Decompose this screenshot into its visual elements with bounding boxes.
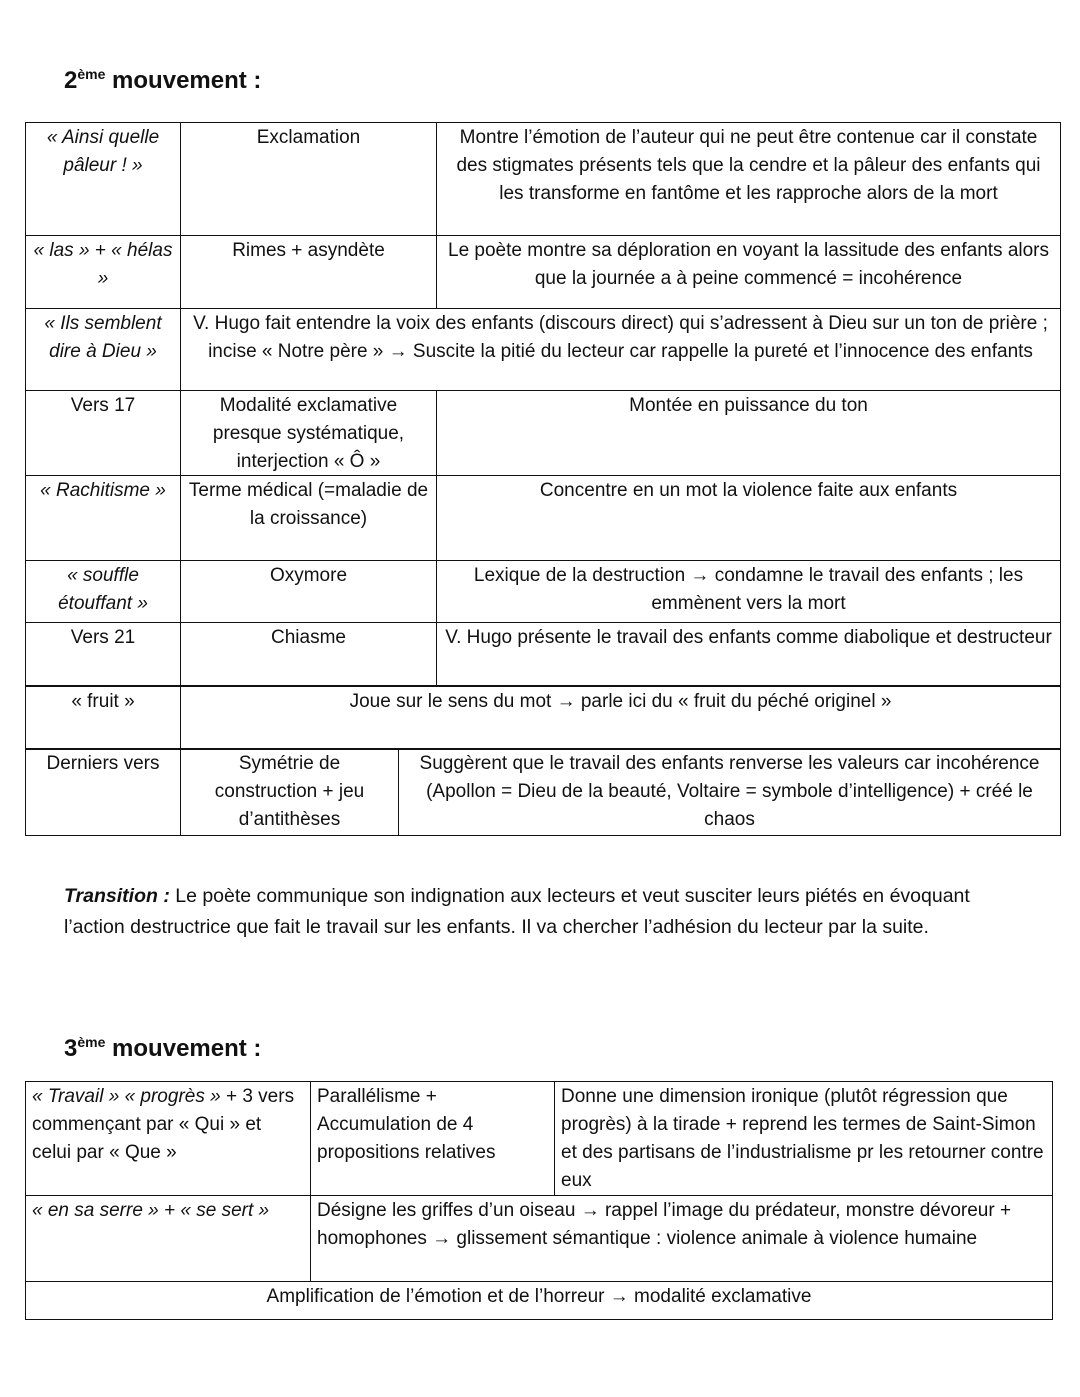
- merged-effect-cell: Joue sur le sens du mot → parle ici du « fruit du péché originel »: [181, 687, 1060, 749]
- section-2-table-c: [25, 748, 1061, 836]
- quote-cell: Vers 17: [26, 391, 181, 476]
- quote-cell: « las » + « hélas »: [26, 236, 181, 309]
- effect-cell: Suggèrent que le travail des enfants renverse les valeurs car incohérence (Apollon = Dieu de la beauté, Voltaire = symbole d’intelligence) + créé le chaos: [419, 753, 1040, 830]
- quote-italic: « Travail » « progrès »: [32, 1086, 221, 1107]
- quote-cell: « souffle étouffant »: [26, 561, 181, 623]
- quote-cell: [26, 1082, 311, 1196]
- device-cell: Terme médical (=maladie de la croissance): [181, 476, 437, 561]
- effect-cell: Lexique de la destruction → condamne le travail des enfants ; les emmènent vers la mort: [437, 561, 1060, 623]
- device-cell: Chiasme: [181, 623, 437, 685]
- quote-cell: « Ils semblent dire à Dieu »: [26, 309, 181, 391]
- quote-plain: + 3 vers commençant par « Qui » et celui par « Que »: [32, 1086, 295, 1163]
- effect-cell: Concentre en un mot la violence faite aux enfants: [437, 476, 1060, 561]
- section-2-table-a: [25, 122, 1061, 686]
- section-3-table: [25, 1081, 1053, 1320]
- effect-cell: Le poète montre sa déploration en voyant la lassitude des enfants alors que la journée a à peine commencé = incohérence: [437, 236, 1060, 309]
- quote-cell: « en sa serre » + « se sert »: [26, 1196, 311, 1282]
- quote-cell: « Ainsi quelle pâleur ! »: [26, 123, 181, 236]
- heading-superscript: ème: [77, 66, 106, 82]
- quote-cell: « Rachitisme »: [26, 476, 181, 561]
- merged-effect-cell: Désigne les griffes d’un oiseau → rappel l’image du prédateur, monstre dévoreur + homophones → glissement sémantique : violence animale à violence humaine: [311, 1196, 1052, 1282]
- quote-cell: Vers 21: [26, 623, 181, 685]
- transition-label: Transition :: [64, 885, 170, 907]
- effect-cell: Montre l’émotion de l’auteur qui ne peut être contenue car il constate des stigmates présents tels que la cendre et la pâleur des enfants qui les transforme en fantôme et les rapproche alors de la mort: [437, 123, 1060, 236]
- effect-cell: Montée en puissance du ton: [437, 391, 1060, 476]
- quote-cell: « fruit »: [26, 687, 181, 749]
- summary-cell: Amplification de l’émotion et de l’horreur → modalité exclamative: [266, 1286, 812, 1307]
- device-cell: Oxymore: [181, 561, 437, 623]
- device-cell: Parallélisme + Accumulation de 4 propositions relatives: [311, 1082, 555, 1196]
- effect-cell: V. Hugo présente le travail des enfants comme diabolique et destructeur: [445, 627, 1052, 648]
- heading-superscript: ème: [77, 1034, 106, 1050]
- heading-text: mouvement :: [105, 1035, 262, 1062]
- heading-text: mouvement :: [105, 67, 262, 94]
- heading-number: 2: [64, 67, 78, 94]
- section-2-heading: [64, 66, 261, 96]
- effect-cell: Donne une dimension ironique (plutôt régression que progrès) à la tirade + reprend les termes de Saint-Simon et des partisans de l’industrialisme pr les retourner contre eux: [555, 1082, 1052, 1196]
- device-cell: Symétrie de construction + jeu d’antithèses: [181, 749, 399, 835]
- device-cell: Modalité exclamative presque systématique, interjection « Ô »: [181, 391, 437, 476]
- transition-paragraph: [64, 881, 1014, 942]
- heading-number: 3: [64, 1035, 78, 1062]
- quote-cell: Derniers vers: [26, 749, 181, 835]
- device-cell: Exclamation: [181, 123, 437, 236]
- section-3-heading: [64, 1034, 261, 1064]
- device-cell: Rimes + asyndète: [181, 236, 437, 309]
- section-2-table-b: [25, 686, 1061, 750]
- transition-text: Le poète communique son indignation aux lecteurs et veut susciter leurs piétés en évoquant l’action destructrice que fait le travail sur les enfants. Il va chercher l’adhésion du lecteur par la suite.: [64, 885, 970, 938]
- merged-effect-cell: V. Hugo fait entendre la voix des enfants (discours direct) qui s’adressent à Dieu sur un ton de prière ; incise « Notre père » → Suscite la pitié du lecteur car rappelle la pureté et l’innocence des enfants: [181, 309, 1060, 391]
